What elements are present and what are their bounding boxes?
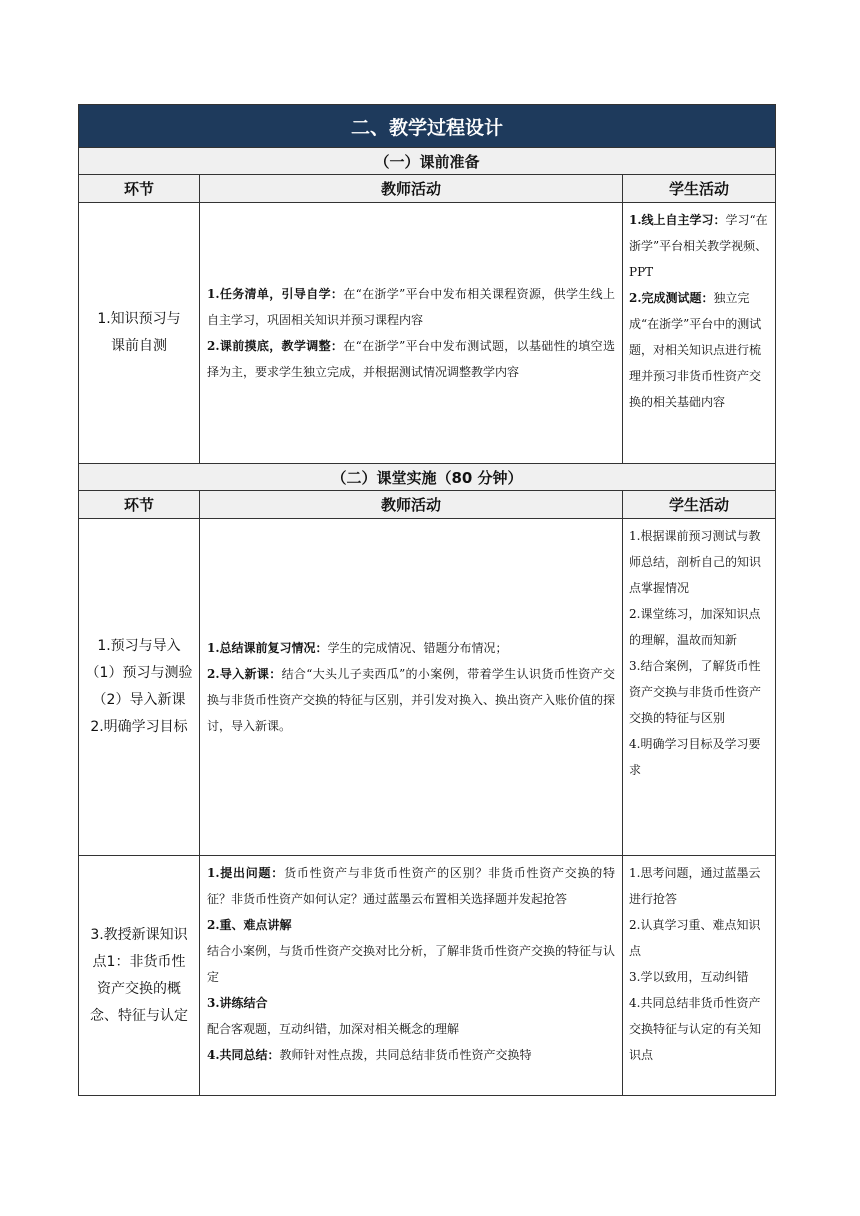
table-title: 二、教学过程设计: [79, 105, 776, 148]
title-row: [79, 105, 776, 148]
col-header-teacher: 教师活动: [200, 175, 623, 203]
section-heading-row: [79, 464, 776, 491]
teacher-item: 1.提出问题：货币性资产与非货币性资产的区别？非货币性资产交换的特征？非货币性资产如何认定？通过蓝墨云布置相关选择题并发起抢答: [207, 866, 615, 906]
stage-line: 1.知识预习与: [97, 311, 181, 327]
stage-line: 2.明确学习目标: [90, 719, 188, 735]
teaching-process-table: [78, 104, 776, 1096]
teacher-item: 2.导入新课：结合“大头儿子卖西瓜”的小案例，带着学生认识货币性资产交换与非货币性资产交换的特征与区别，并引发对换入、换出资产入账价值的探讨，导入新课。: [207, 667, 616, 733]
teacher-activity-cell: [200, 203, 623, 464]
col-header-student: 学生活动: [623, 491, 776, 519]
table-row: [79, 203, 776, 464]
teacher-item: 1.任务清单，引导自学：在“在浙学”平台中发布相关课程资源，供学生线上自主学习，巩固相关知识并预习课程内容: [207, 287, 615, 327]
student-activity-cell: [623, 203, 776, 464]
teacher-item: 配合客观题，互动纠错，加深对相关概念的理解: [207, 1022, 460, 1036]
table-row: [79, 519, 776, 856]
student-item: 2.认真学习重、难点知识点: [629, 918, 761, 958]
stage-line: 3.教授新课知识: [90, 926, 188, 943]
col-header-stage: 环节: [79, 491, 200, 519]
section-heading-row: [79, 148, 776, 175]
stage-line: 资产交换的概: [97, 980, 181, 997]
section2-heading: （二）课堂实施（80 分钟）: [79, 464, 776, 491]
teacher-item: 4.共同总结：教师针对性点拨，共同总结非货币性资产交换特: [207, 1048, 532, 1062]
stage-line: 课前自测: [111, 338, 167, 354]
teacher-item: 1.总结课前复习情况：学生的完成情况、错题分布情况；: [207, 641, 508, 655]
stage-cell: [79, 856, 200, 1096]
student-item: 1.根据课前预习测试与教师总结，剖析自己的知识点掌握情况: [629, 529, 762, 595]
teacher-activity-cell: [200, 519, 623, 856]
stage-line: （2）导入新课: [92, 692, 186, 708]
student-item: 4.明确学习目标及学习要求: [629, 737, 761, 777]
stage-cell: [79, 519, 200, 856]
teacher-item: 2.重、难点讲解: [207, 918, 292, 932]
student-item: 1.思考问题，通过蓝墨云进行抢答: [629, 866, 761, 906]
table-row: [79, 856, 776, 1096]
stage-line: （1）预习与测验: [85, 665, 193, 681]
student-item: 3.结合案例，了解货币性资产交换与非货币性资产交换的特征与区别: [629, 659, 762, 725]
column-header-row: [79, 175, 776, 203]
column-header-row: [79, 491, 776, 519]
student-item: 2.完成测试题：独立完成“在浙学”平台中的测试题，对相关知识点进行梳理并预习非货币性资产交换的相关基础内容: [629, 291, 762, 409]
col-header-student: 学生活动: [623, 175, 776, 203]
stage-line: 点1：非货币性: [92, 953, 186, 970]
student-item: 2.课堂练习，加深知识点的理解，温故而知新: [629, 607, 761, 647]
student-item: 4.共同总结非货币性资产交换特征与认定的有关知识点: [629, 996, 762, 1062]
student-activity-cell: [623, 519, 776, 856]
student-item: 1.线上自主学习：学习“在浙学”平台相关教学视频、PPT: [629, 213, 768, 279]
stage-cell: [79, 203, 200, 464]
teacher-activity-cell: [200, 856, 623, 1096]
stage-line: 1.预习与导入: [97, 638, 181, 654]
section1-heading: （一）课前准备: [79, 148, 776, 175]
teacher-item: 2.课前摸底，教学调整：在“在浙学”平台中发布测试题，以基础性的填空选择为主，要求学生独立完成，并根据测试情况调整教学内容: [207, 339, 615, 379]
student-activity-cell: [623, 856, 776, 1096]
stage-line: 念、特征与认定: [90, 1007, 188, 1024]
teacher-item: 3.讲练结合: [207, 996, 268, 1010]
col-header-stage: 环节: [79, 175, 200, 203]
student-item: 3.学以致用，互动纠错: [629, 970, 749, 984]
teacher-item: 结合小案例，与货币性资产交换对比分析，了解非货币性资产交换的特征与认定: [207, 944, 616, 984]
col-header-teacher: 教师活动: [200, 491, 623, 519]
